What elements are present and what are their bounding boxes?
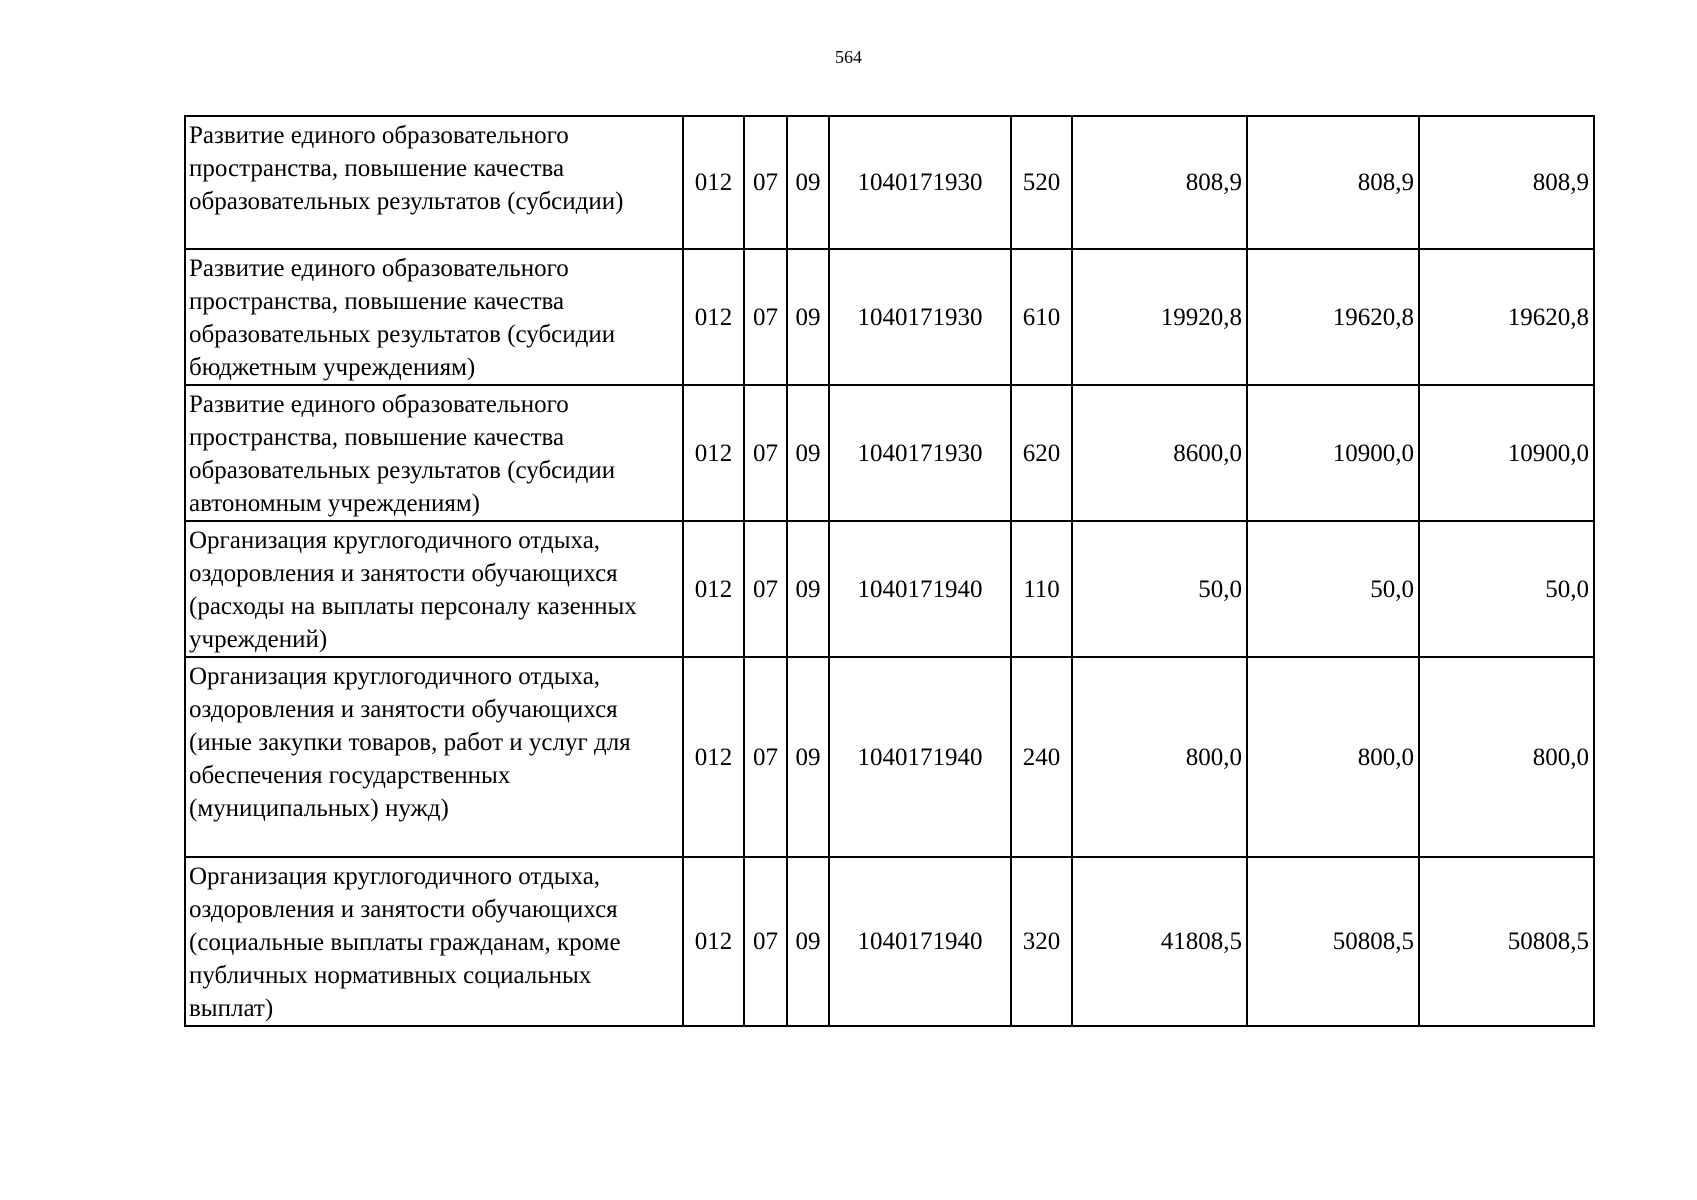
target-article-code: 1040171940 <box>829 857 1011 1026</box>
ministry-code: 012 <box>683 857 744 1026</box>
target-article-code: 1040171940 <box>829 521 1011 657</box>
amount-year-2: 19620,8 <box>1247 249 1419 385</box>
section-code: 07 <box>744 657 787 857</box>
subsection-code: 09 <box>787 521 829 657</box>
section-code: 07 <box>744 249 787 385</box>
ministry-code: 012 <box>683 116 744 249</box>
amount-year-2: 50,0 <box>1247 521 1419 657</box>
section-code: 07 <box>744 116 787 249</box>
subsection-code: 09 <box>787 249 829 385</box>
expense-type-code: 110 <box>1011 521 1072 657</box>
page-number: 564 <box>835 47 862 67</box>
ministry-code: 012 <box>683 521 744 657</box>
expense-type-code: 240 <box>1011 657 1072 857</box>
amount-year-1: 800,0 <box>1072 657 1247 857</box>
row-description: Развитие единого образовательного пространства, повышение качества образовательных результатов (субсидии автономным учреждениям) <box>185 385 683 521</box>
amount-year-3: 808,9 <box>1419 116 1594 249</box>
row-description: Организация круглогодичного отдыха, оздоровления и занятости обучающихся (расходы на выплаты персоналу казенных учреждений) <box>185 521 683 657</box>
subsection-code: 09 <box>787 116 829 249</box>
amount-year-1: 41808,5 <box>1072 857 1247 1026</box>
target-article-code: 1040171930 <box>829 249 1011 385</box>
table-row <box>185 657 1594 857</box>
section-code: 07 <box>744 521 787 657</box>
subsection-code: 09 <box>787 857 829 1026</box>
amount-year-3: 50808,5 <box>1419 857 1594 1026</box>
target-article-code: 1040171940 <box>829 657 1011 857</box>
amount-year-2: 808,9 <box>1247 116 1419 249</box>
table-row <box>185 249 1594 385</box>
amount-year-2: 800,0 <box>1247 657 1419 857</box>
table-row <box>185 116 1594 249</box>
expense-type-code: 610 <box>1011 249 1072 385</box>
row-description: Развитие единого образовательного пространства, повышение качества образовательных результатов (субсидии) <box>185 116 683 249</box>
section-code: 07 <box>744 857 787 1026</box>
expense-type-code: 520 <box>1011 116 1072 249</box>
expense-type-code: 620 <box>1011 385 1072 521</box>
table-row <box>185 385 1594 521</box>
table-row <box>185 521 1594 657</box>
amount-year-1: 8600,0 <box>1072 385 1247 521</box>
ministry-code: 012 <box>683 385 744 521</box>
amount-year-1: 50,0 <box>1072 521 1247 657</box>
amount-year-1: 19920,8 <box>1072 249 1247 385</box>
subsection-code: 09 <box>787 385 829 521</box>
target-article-code: 1040171930 <box>829 385 1011 521</box>
row-description: Организация круглогодичного отдыха, оздоровления и занятости обучающихся (иные закупки товаров, работ и услуг для обеспечения государственных (муниципальных) нужд) <box>185 657 683 857</box>
table-row <box>185 857 1594 1026</box>
amount-year-3: 10900,0 <box>1419 385 1594 521</box>
subsection-code: 09 <box>787 657 829 857</box>
amount-year-1: 808,9 <box>1072 116 1247 249</box>
row-description: Развитие единого образовательного пространства, повышение качества образовательных результатов (субсидии бюджетным учреждениям) <box>185 249 683 385</box>
target-article-code: 1040171930 <box>829 116 1011 249</box>
row-description: Организация круглогодичного отдыха, оздоровления и занятости обучающихся (социальные выплаты гражданам, кроме публичных нормативных социальных выплат) <box>185 857 683 1026</box>
ministry-code: 012 <box>683 657 744 857</box>
budget-table <box>184 115 1595 1027</box>
ministry-code: 012 <box>683 249 744 385</box>
expense-type-code: 320 <box>1011 857 1072 1026</box>
section-code: 07 <box>744 385 787 521</box>
amount-year-3: 800,0 <box>1419 657 1594 857</box>
amount-year-3: 50,0 <box>1419 521 1594 657</box>
amount-year-2: 50808,5 <box>1247 857 1419 1026</box>
amount-year-3: 19620,8 <box>1419 249 1594 385</box>
amount-year-2: 10900,0 <box>1247 385 1419 521</box>
